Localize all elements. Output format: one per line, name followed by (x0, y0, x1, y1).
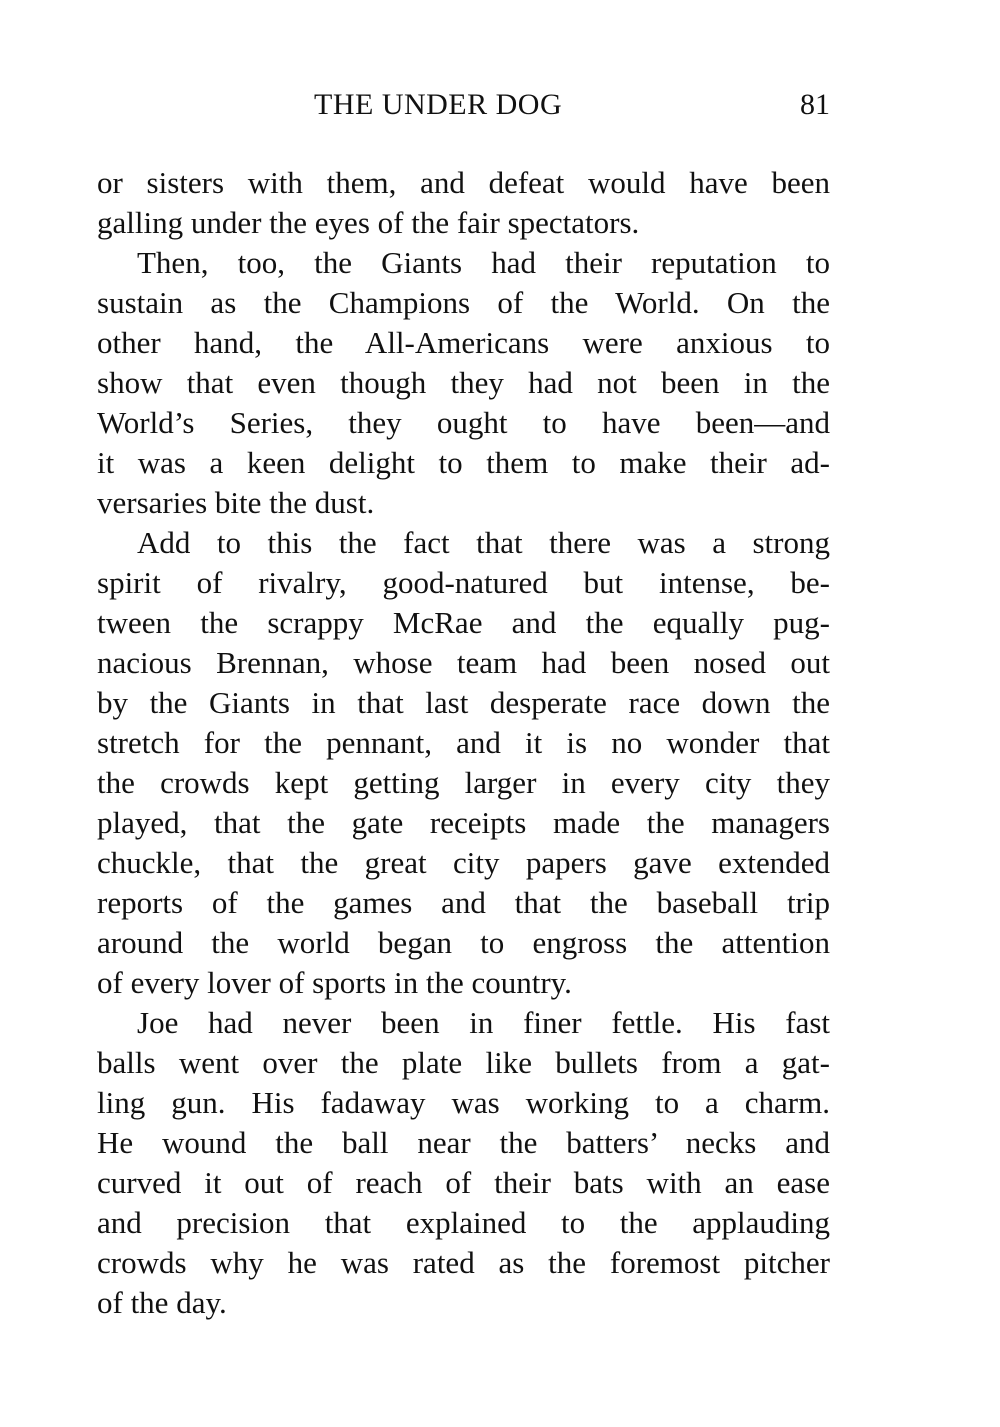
text-line: curved it out of reach of their bats with an ease (97, 1165, 830, 1200)
text-line: played, that the gate receipts made the managers (97, 805, 830, 840)
text-line: of the day. (97, 1285, 227, 1320)
text-line: stretch for the pennant, and it is no wonder that (97, 725, 830, 760)
page-number: 81 (800, 88, 830, 121)
page-header (97, 88, 830, 128)
text-line: He wound the ball near the batters’ necks and (97, 1125, 830, 1160)
text-line: of every lover of sports in the country. (97, 965, 572, 1000)
text-line: ling gun. His fadaway was working to a charm. (97, 1085, 830, 1120)
text-line: the crowds kept getting larger in every city they (97, 765, 830, 800)
text-line: World’s Series, they ought to have been—and (97, 405, 830, 440)
text-line: spirit of rivalry, good-natured but intense, be- (97, 565, 830, 600)
text-line: sustain as the Champions of the World. On the (97, 285, 830, 320)
text-line: it was a keen delight to them to make their ad- (97, 445, 830, 480)
text-line: reports of the games and that the baseball trip (97, 885, 830, 920)
text-line: galling under the eyes of the fair spectators. (97, 205, 640, 240)
text-line: Then, too, the Giants had their reputation to (137, 245, 830, 280)
body-text (97, 163, 830, 1323)
text-line: Add to this the fact that there was a strong (137, 525, 830, 560)
running-title: THE UNDER DOG (314, 88, 563, 121)
text-line: crowds why he was rated as the foremost pitcher (97, 1245, 830, 1280)
text-line: other hand, the All-Americans were anxious to (97, 325, 830, 360)
text-line: chuckle, that the great city papers gave extended (97, 845, 830, 880)
text-line: Joe had never been in finer fettle. His fast (137, 1005, 830, 1040)
text-line: balls went over the plate like bullets from a gat- (97, 1045, 830, 1080)
text-line: or sisters with them, and defeat would have been (97, 165, 830, 200)
text-line: nacious Brennan, whose team had been nosed out (97, 645, 830, 680)
text-line: around the world began to engross the attention (97, 925, 830, 960)
text-line: by the Giants in that last desperate race down the (97, 685, 830, 720)
text-line: show that even though they had not been in the (97, 365, 830, 400)
text-line: tween the scrappy McRae and the equally pug- (97, 605, 830, 640)
text-line: and precision that explained to the applauding (97, 1205, 830, 1240)
text-line: versaries bite the dust. (97, 485, 375, 520)
